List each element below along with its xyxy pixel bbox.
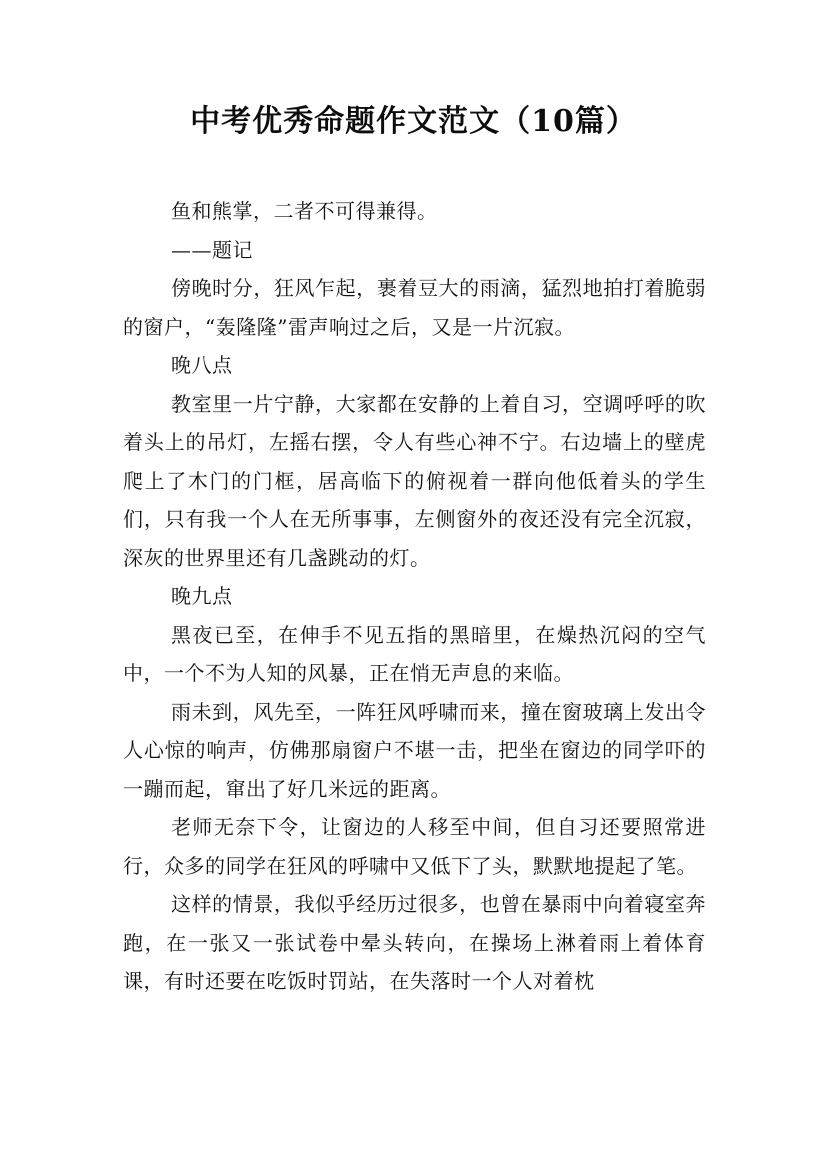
body-paragraph: 雨未到，风先至，一阵狂风呼啸而来，撞在窗玻璃上发出令人心惊的响声，仿佛那扇窗户不堪一击，把坐在窗边的同学吓的一蹦而起，窜出了好几米远的距离。: [123, 699, 706, 801]
document-body: [123, 192, 706, 1001]
section-heading-eight-pm: 晚八点: [171, 353, 233, 377]
epigraph-line: 鱼和熊掌，二者不可得兼得。: [171, 199, 438, 223]
body-paragraph: 教室里一片宁静，大家都在安静的上着自习，空调呼呼的吹着头上的吊灯，左摇右摆，令人有些心神不宁。右边墙上的壁虎爬上了木门的门框，居高临下的俯视着一群向他低着头的学生们，只有我一个人在无所事事，左侧窗外的夜还没有完全沉寂，深灰的世界里还有几盏跳动的灯。: [123, 391, 706, 570]
body-paragraph: 老师无奈下令，让窗边的人移至中间，但自习还要照常进行，众多的同学在狂风的呼啸中又低下了头，默默地提起了笔。: [123, 815, 706, 878]
document-title: 中考优秀命题作文范文（10篇）: [190, 104, 637, 139]
body-paragraph: 这样的情景，我似乎经历过很多，也曾在暴雨中向着寝室奔跑，在一张又一张试卷中晕头转向，在操场上淋着雨上着体育课，有时还要在吃饭时罚站，在失落时一个人对着枕: [123, 892, 706, 993]
body-paragraph: 黑夜已至，在伸手不见五指的黑暗里，在燥热沉闷的空气中，一个不为人知的风暴，正在悄无声息的来临。: [123, 622, 706, 685]
epigraph-attribution: ——题记: [171, 237, 253, 262]
section-heading-nine-pm: 晚九点: [171, 584, 233, 608]
body-paragraph: 傍晚时分，狂风乍起，裹着豆大的雨滴，猛烈地拍打着脆弱的窗户，“轰隆隆”雷声响过之后，又是一片沉寂。: [123, 276, 706, 339]
